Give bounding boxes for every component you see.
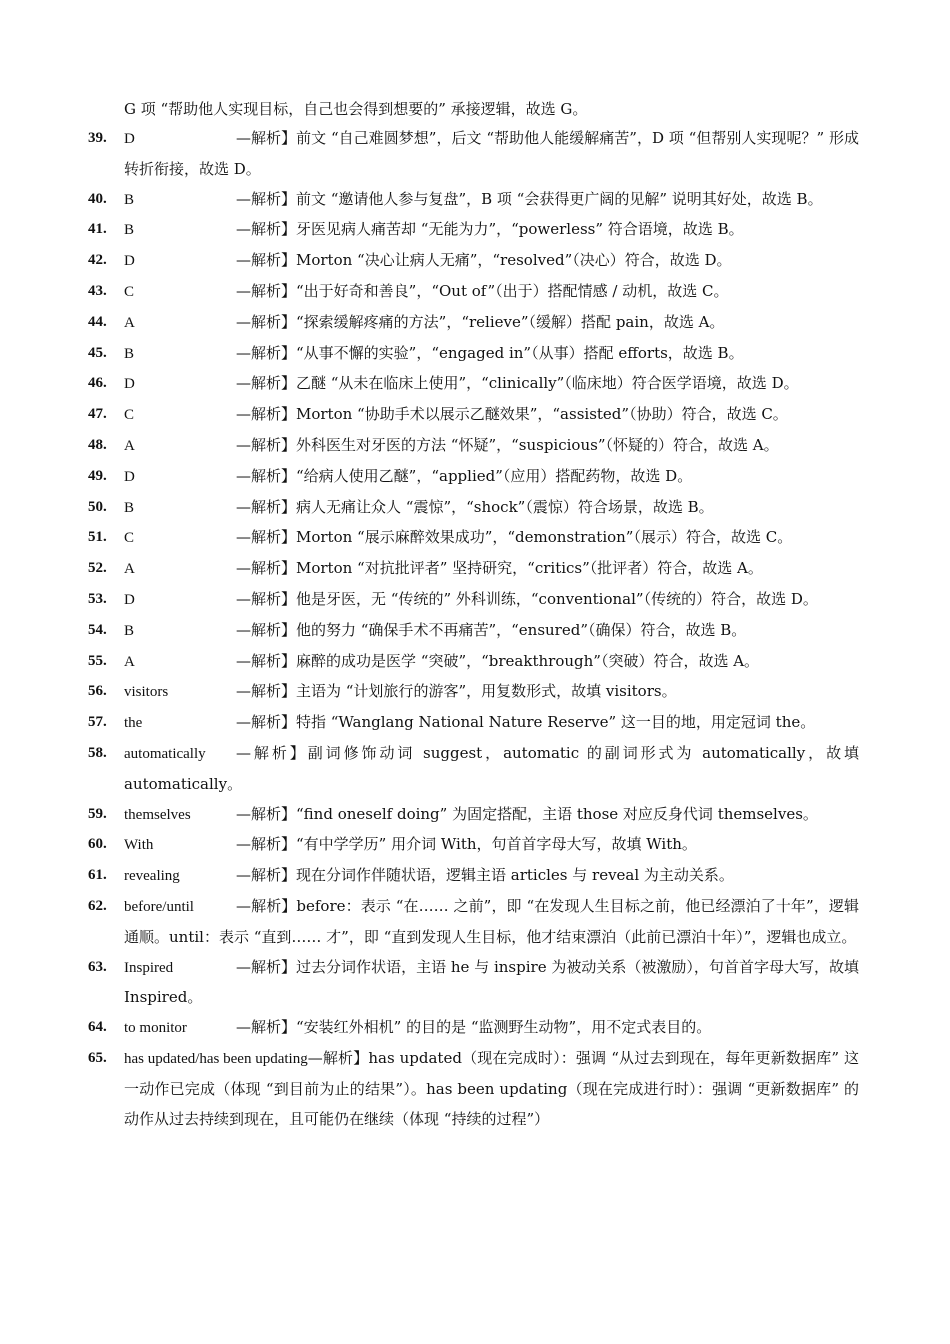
explanation-text: —解析】has updated（现在完成时）：强调 “从过去到现在，每年更新数据库” 这一动作已完成（体现 “到目前为止的结果”）。has been updating（现在完成进行时）：强调 “更新数据库” 的动作从过去持续到现在，且可能仍在继续（体现 “持续的过程”）: [124, 1048, 859, 1128]
question-number: 44.: [88, 313, 107, 330]
answer-body: [124, 830, 859, 861]
answer-value: C: [124, 407, 135, 424]
answer-body: [124, 1013, 859, 1044]
answer-item: [88, 339, 859, 370]
explanation-text: —解析】病人无痛让众人 “震惊”，“shock”（震惊）符合场景，故选 B。: [236, 497, 714, 516]
answer-body: [124, 124, 859, 185]
explanation-text: —解析】外科医生对牙医的方法 “怀疑”，“suspicious”（怀疑的）符合，故选 A。: [236, 435, 779, 454]
question-number: 40.: [88, 190, 107, 207]
explanation-text: —解析】“从事不懈的实验”，“engaged in”（从事）搭配 efforts，故选 B。: [236, 343, 744, 362]
answer-list: [88, 124, 859, 1134]
answer-body: [124, 400, 859, 431]
answer-value: B: [124, 222, 135, 239]
answer-item: [88, 1044, 859, 1134]
answer-item: [88, 830, 859, 861]
answer-value: B: [124, 191, 135, 208]
explanation-text: —解析】“给病人使用乙醚”，“applied”（应用）搭配药物，故选 D。: [236, 466, 693, 485]
answer-item: [88, 953, 859, 1014]
lead-line: G 项 “帮助他人实现目标，自己也会得到想要的” 承接逻辑，故选 G。: [124, 100, 588, 118]
answer-value: D: [124, 131, 135, 147]
question-number: 52.: [88, 560, 107, 577]
answer-body: [124, 1044, 859, 1134]
explanation-text: —解析】“find oneself doing” 为固定搭配，主语 those 对应反身代词 themselves。: [236, 804, 818, 823]
answer-value: B: [124, 499, 135, 516]
answer-body: [124, 892, 859, 953]
answer-item: [88, 462, 859, 493]
question-number: 59.: [88, 805, 107, 822]
answer-item: [88, 308, 859, 339]
answer-item: [88, 708, 859, 739]
answer-body: [124, 215, 859, 246]
answer-value: C: [124, 283, 135, 300]
question-number: 64.: [88, 1019, 107, 1036]
answer-item: [88, 554, 859, 585]
explanation-text: —解析】他的努力 “确保手术不再痛苦”，“ensured”（确保）符合，故选 B。: [236, 620, 747, 639]
question-number: 65.: [88, 1049, 107, 1066]
explanation-text: —解析】“安装红外相机” 的目的是 “监测野生动物”，用不定式表目的。: [236, 1018, 712, 1037]
question-number: 45.: [88, 344, 107, 361]
answer-value: the: [124, 715, 143, 732]
question-number: 39.: [88, 130, 107, 146]
answer-item: [88, 523, 859, 554]
answer-body: [124, 585, 859, 616]
answer-body: [124, 616, 859, 647]
answer-item: [88, 739, 859, 800]
question-number: 55.: [88, 652, 107, 669]
answer-value: A: [124, 653, 135, 670]
answer-item: [88, 1013, 859, 1044]
question-number: 48.: [88, 436, 107, 453]
explanation-text: —解析】前文 “自己难圆梦想”，后文 “帮助他人能缓解痛苦”，D 项 “但帮别人实现呢？” 形成转折衔接，故选 D。: [124, 129, 859, 178]
answer-value: D: [124, 468, 135, 485]
answer-body: [124, 369, 859, 400]
answer-value: C: [124, 530, 135, 547]
answer-value: A: [124, 314, 135, 331]
question-number: 58.: [88, 744, 107, 761]
answer-value: has updated/has been updating: [124, 1050, 308, 1067]
explanation-text: —解析】副词修饰动词 suggest，automatic 的副词形式为 automatically，故填 automatically。: [124, 743, 859, 793]
answer-body: [124, 708, 859, 739]
answer-item: [88, 246, 859, 277]
answer-item: [88, 616, 859, 647]
answer-body: [124, 462, 859, 493]
question-number: 42.: [88, 252, 107, 269]
answer-body: [124, 739, 859, 800]
answer-body: [124, 523, 859, 554]
explanation-text: —解析】“出于好奇和善良”，“Out of”（出于）搭配情感 / 动机，故选 C。: [236, 281, 729, 300]
answer-value: before/until: [124, 898, 194, 915]
answer-value: D: [124, 376, 135, 393]
answer-value: B: [124, 345, 135, 362]
question-number: 51.: [88, 529, 107, 546]
question-number: 63.: [88, 958, 107, 975]
explanation-text: —解析】before：表示 “在…… 之前”，即 “在发现人生目标之前，他已经漂泊了十年”，逻辑通顺。until：表示 “直到…… 才”，即 “直到发现人生目标，他才结束漂泊（此前已漂泊十年）”，逻辑也成立。: [124, 896, 859, 946]
answer-item: [88, 185, 859, 216]
answer-value: Inspired: [124, 959, 174, 976]
answer-body: [124, 339, 859, 370]
explanation-text: —解析】Morton “协助手术以展示乙醚效果”，“assisted”（协助）符合，故选 C。: [236, 405, 788, 424]
answer-body: [124, 308, 859, 339]
question-number: 47.: [88, 406, 107, 423]
explanation-text: —解析】前文 “邀请他人参与复盘”，B 项 “会获得更广阔的见解” 说明其好处，故选 B。: [236, 189, 823, 208]
answer-item: [88, 493, 859, 524]
explanation-text: —解析】“有中学学历” 用介词 With，句首首字母大写，故填 With。: [236, 835, 697, 854]
answer-value: B: [124, 622, 135, 639]
answer-item: [88, 647, 859, 678]
question-number: 46.: [88, 375, 107, 392]
explanation-text: —解析】Morton “决心让病人无痛”，“resolved”（决心）符合，故选 D。: [236, 251, 732, 270]
question-number: 62.: [88, 897, 107, 914]
explanation-text: —解析】“探索缓解疼痛的方法”，“relieve”（缓解）搭配 pain，故选 A。: [236, 312, 725, 331]
question-number: 57.: [88, 714, 107, 731]
explanation-text: —解析】乙醚 “从未在临床上使用”，“clinically”（临床地）符合医学语境，故选 D。: [236, 374, 799, 393]
answer-body: [124, 493, 859, 524]
question-number: 60.: [88, 836, 107, 853]
answer-body: [124, 246, 859, 277]
question-number: 54.: [88, 621, 107, 638]
answer-item: [88, 124, 859, 185]
answer-body: [124, 277, 859, 308]
explanation-text: —解析】他是牙医，无 “传统的” 外科训练，“conventional”（传统的）符合，故选 D。: [236, 589, 818, 608]
question-number: 56.: [88, 683, 107, 700]
answer-item: [88, 677, 859, 708]
answer-body: [124, 185, 859, 216]
answer-value: With: [124, 837, 154, 854]
explanation-text: —解析】过去分词作状语，主语 he 与 inspire 为被动关系（被激励），句首首字母大写，故填 Inspired。: [124, 957, 859, 1007]
question-number: 53.: [88, 590, 107, 607]
answer-value: revealing: [124, 868, 180, 885]
answer-value: visitors: [124, 684, 169, 701]
question-number: 50.: [88, 498, 107, 515]
answer-value: A: [124, 437, 135, 454]
question-number: 43.: [88, 282, 107, 299]
answer-value: D: [124, 253, 135, 270]
answer-item: [88, 892, 859, 953]
answer-body: [124, 677, 859, 708]
answer-item: [88, 861, 859, 892]
answer-body: [124, 800, 859, 831]
answer-item: [88, 585, 859, 616]
explanation-text: —解析】Morton “对抗批评者” 坚持研究，“critics”（批评者）符合，故选 A。: [236, 559, 763, 578]
explanation-text: —解析】特指 “Wanglang National Nature Reserve” 这一目的地，用定冠词 the。: [236, 713, 816, 732]
answer-item: [88, 431, 859, 462]
answer-value: A: [124, 561, 135, 578]
question-number: 41.: [88, 221, 107, 238]
question-number: 49.: [88, 467, 107, 484]
answer-value: to monitor: [124, 1020, 187, 1037]
answer-body: [124, 861, 859, 892]
explanation-text: —解析】牙医见病人痛苦却 “无能为力”，“powerless” 符合语境，故选 B。: [236, 220, 744, 239]
question-number: 61.: [88, 867, 107, 884]
explanation-text: —解析】主语为 “计划旅行的游客”，用复数形式，故填 visitors。: [236, 682, 677, 701]
answer-item: [88, 369, 859, 400]
answer-item: [88, 800, 859, 831]
answer-body: [124, 647, 859, 678]
answer-value: themselves: [124, 806, 191, 823]
answer-body: [124, 554, 859, 585]
answer-item: [88, 215, 859, 246]
explanation-text: —解析】Morton “展示麻醉效果成功”，“demonstration”（展示）符合，故选 C。: [236, 528, 793, 547]
explanation-text: —解析】现在分词作伴随状语，逻辑主语 articles 与 reveal 为主动关系。: [236, 866, 734, 885]
answer-item: [88, 400, 859, 431]
answer-value: D: [124, 591, 135, 608]
answer-value: automatically: [124, 745, 206, 762]
answer-item: [88, 277, 859, 308]
explanation-text: —解析】麻醉的成功是医学 “突破”，“breakthrough”（突破）符合，故选 A。: [236, 651, 760, 670]
answer-body: [124, 953, 859, 1014]
answer-body: [124, 431, 859, 462]
